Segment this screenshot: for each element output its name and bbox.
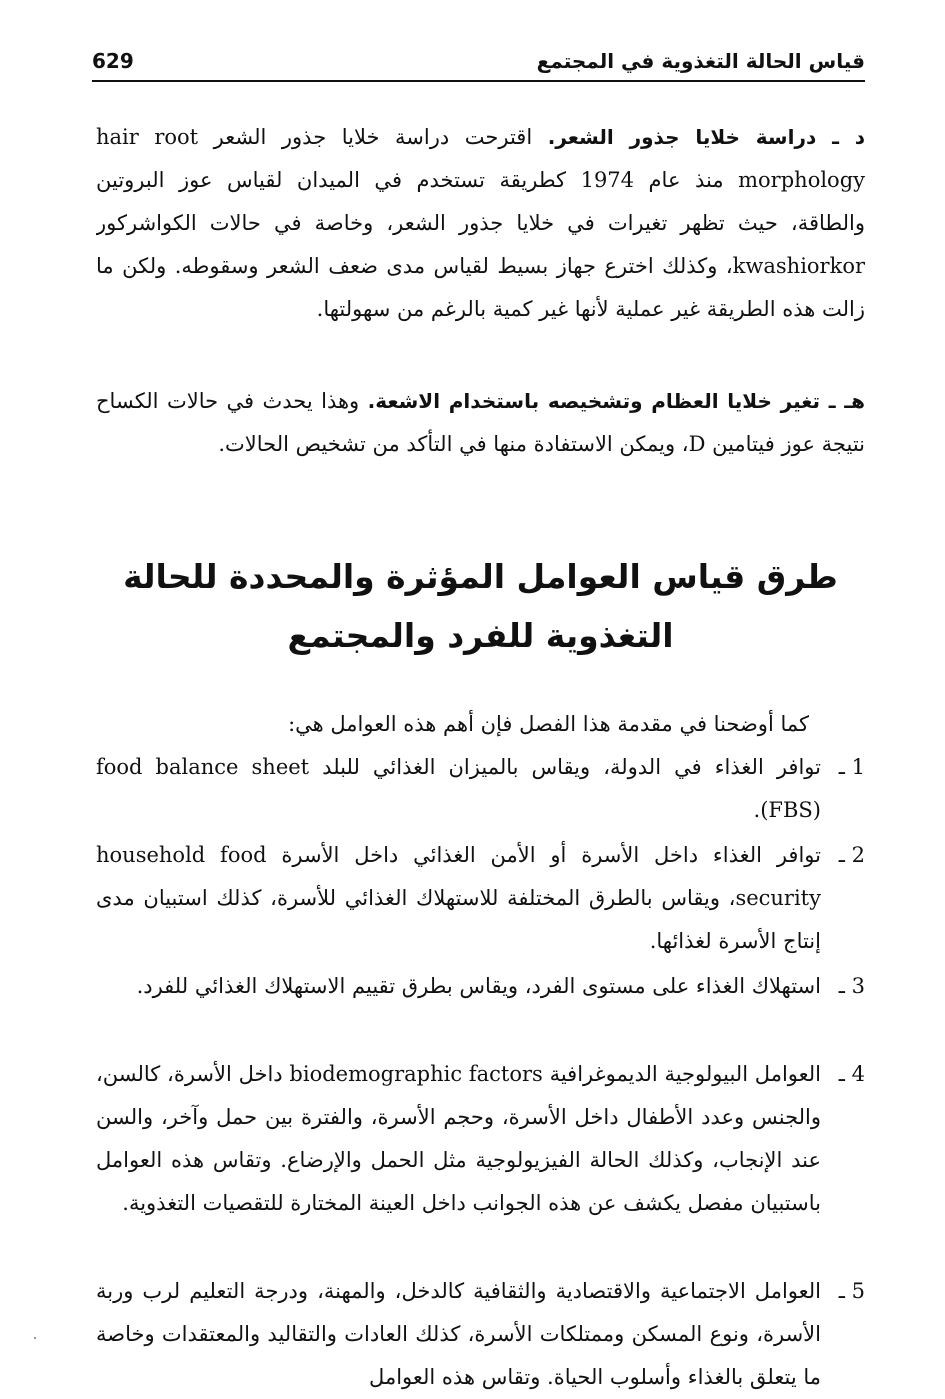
paragraph-d-text-1: اقترحت دراسة خلايا جذور الشعر (198, 125, 548, 149)
factor-1-ending: . (753, 798, 761, 823)
factor-3-text: استهلاك الغذاء على مستوى الفرد، ويقاس بطرق تقييم الاستهلاك الغذائي للفرد. (136, 974, 821, 999)
paragraph-d-heading: د ـ دراسة خلايا جذور الشعر. (547, 125, 865, 149)
page-content (96, 116, 865, 1399)
list-item (96, 1270, 865, 1399)
scan-speck (34, 1337, 36, 1339)
household-food-security-term: household food security (96, 843, 821, 911)
paragraph-h-heading: هـ ـ تغير خلايا العظام وتشخيصه باستخدام الاشعة. (367, 389, 865, 413)
paragraph-d-text-3: ، وكذلك اخترع جهاز بسيط لقياس مدى ضعف الشعر وسقوطه. ولكن ما زالت هذه الطريقة غير عملية لأنها غير كمية بالرغم من سهولتها. (96, 254, 865, 321)
paragraph-bone-cells (96, 380, 865, 509)
page-header (92, 44, 865, 82)
section-intro: كما أوضحنا في مقدمة هذا الفصل فإن أهم هذه العوامل هي: (288, 712, 809, 737)
page-number: 629 (92, 49, 134, 73)
list-item (96, 1053, 865, 1268)
factor-2-continuation: ، ويقاس بالطرق المختلفة للاستهلاك الغذائي للأسرة، كذلك استبيان مدى إنتاج الأسرة لغذائها. (96, 886, 821, 954)
factor-list (96, 746, 865, 1399)
factor-4-continuation: داخل الأسرة، كالسن، والجنس وعدد الأطفال داخل الأسرة، وحجم الأسرة، والفترة بين حمل وآخر، والسن عند الإنجاب، وكذلك الحالة الفيزيولوجية مثل الحمل والإرضاع. وتقاس هذه العوامل باستبيان مفصل يكشف عن هذه الجوانب داخل العينة المختارة للتقصيات التغذوية. (96, 1062, 821, 1216)
biodemographic-factors-term: biodemographic factors (289, 1062, 543, 1087)
section-title-line-2: التغذوية للفرد والمجتمع (287, 616, 674, 655)
factor-4-text: العوامل البيولوجية الديموغرافية (542, 1062, 821, 1087)
paragraph-h-text: وهذا يحدث في حالات الكساح نتيجة عوز فيتامين D، ويمكن الاستفادة منها في التأكد من تشخيص الحالات. (96, 389, 865, 456)
list-marker: 4 ـ (838, 1062, 865, 1087)
factor-1-text: توافر الغذاء في الدولة، ويقاس بالميزان الغذائي للبلد (309, 755, 821, 780)
food-balance-sheet-term: food balance sheet (FBS) (96, 755, 821, 823)
paragraph-hair-root-study (96, 116, 865, 374)
list-marker: 3 ـ (838, 974, 865, 999)
section-title (96, 537, 865, 681)
factor-2-text: توافر الغذاء داخل الأسرة أو الأمن الغذائي داخل الأسرة (266, 843, 821, 868)
hair-root-morphology-term: hair root morphology (96, 125, 865, 192)
factor-5-text: العوامل الاجتماعية والاقتصادية والثقافية كالدخل، والمهنة، ودرجة التعليم لرب وربة الأسرة، ونوع المسكن وممتلكات الأسرة، كذلك العادات والتقاليد والمعتقدات وخاصة ما يتعلق بالغذاء وأسلوب الحياة. وتقاس هذه العوامل (96, 1279, 821, 1390)
list-marker: 1 ـ (838, 755, 865, 780)
list-item (96, 834, 865, 963)
section-title-line-1: طرق قياس العوامل المؤثرة والمحددة للحالة (123, 557, 838, 596)
list-item (96, 965, 865, 1051)
list-marker: 2 ـ (838, 843, 865, 868)
list-marker: 5 ـ (838, 1279, 865, 1304)
kwashiorkor-term: kwashiorkor (732, 254, 865, 278)
list-item (96, 746, 865, 832)
paragraph-d-text-2: منذ عام 1974 كطريقة تستخدم في الميدان لقياس عوز البروتين والطاقة، حيث تظهر تغيرات في خلايا جذور الشعر، وخاصة في حالات الكواشركور (96, 168, 865, 235)
running-title: قياس الحالة التغذوية في المجتمع (536, 49, 865, 73)
